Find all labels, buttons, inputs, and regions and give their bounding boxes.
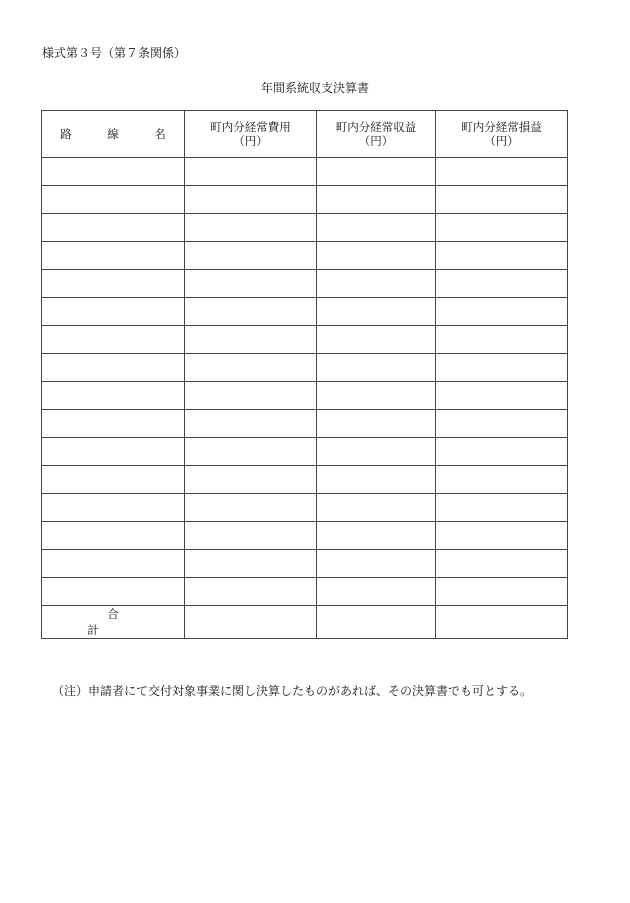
expenses-cell[interactable] (185, 186, 317, 214)
expenses-cell[interactable] (185, 438, 317, 466)
revenue-cell[interactable] (317, 158, 436, 186)
total-label-cell (42, 606, 262, 639)
route-name-cell[interactable] (42, 382, 185, 410)
profit-loss-cell[interactable] (436, 186, 568, 214)
route-name-cell[interactable] (42, 578, 185, 606)
table-row (42, 298, 568, 326)
table-row (42, 438, 568, 466)
table-total-row (42, 606, 568, 639)
expenses-cell[interactable] (185, 494, 317, 522)
revenue-cell[interactable] (317, 410, 436, 438)
revenue-cell[interactable] (317, 186, 436, 214)
table-row (42, 158, 568, 186)
expenses-cell[interactable] (185, 214, 317, 242)
column-label: 町内分経常損益 (461, 120, 542, 134)
profit-loss-cell[interactable] (436, 550, 568, 578)
settlement-table (41, 110, 568, 639)
table-row (42, 326, 568, 354)
table-row (42, 466, 568, 494)
table-row (42, 522, 568, 550)
expenses-cell[interactable] (185, 382, 317, 410)
table-body (42, 158, 568, 606)
profit-loss-cell[interactable] (436, 494, 568, 522)
table-row (42, 214, 568, 242)
column-header-route-name (42, 111, 185, 158)
profit-loss-cell[interactable] (436, 158, 568, 186)
route-name-cell[interactable] (42, 494, 185, 522)
revenue-cell[interactable] (317, 270, 436, 298)
table-row (42, 354, 568, 382)
table-row (42, 186, 568, 214)
table-row (42, 242, 568, 270)
total-profit-loss-cell[interactable] (436, 606, 568, 639)
revenue-cell[interactable] (317, 382, 436, 410)
route-name-cell[interactable] (42, 326, 185, 354)
table-row (42, 550, 568, 578)
profit-loss-cell[interactable] (436, 270, 568, 298)
revenue-cell[interactable] (317, 354, 436, 382)
column-label: 路 線 名 (60, 127, 178, 141)
expenses-cell[interactable] (185, 578, 317, 606)
profit-loss-cell[interactable] (436, 214, 568, 242)
expenses-cell[interactable] (185, 522, 317, 550)
profit-loss-cell[interactable] (436, 522, 568, 550)
revenue-cell[interactable] (317, 242, 436, 270)
document-title: 年間系統収支決算書 (260, 81, 369, 95)
route-name-cell[interactable] (42, 186, 185, 214)
route-name-cell[interactable] (42, 550, 185, 578)
expenses-cell[interactable] (185, 158, 317, 186)
profit-loss-cell[interactable] (436, 438, 568, 466)
expenses-cell[interactable] (185, 466, 317, 494)
revenue-cell[interactable] (317, 466, 436, 494)
column-unit: （円） (358, 134, 394, 148)
profit-loss-cell[interactable] (436, 298, 568, 326)
route-name-cell[interactable] (42, 466, 185, 494)
revenue-cell[interactable] (317, 522, 436, 550)
column-label: 町内分経常費用 (210, 120, 291, 134)
route-name-cell[interactable] (42, 242, 185, 270)
column-header-expenses (185, 111, 317, 158)
revenue-cell[interactable] (317, 326, 436, 354)
table-row (42, 270, 568, 298)
column-header-revenue (317, 111, 436, 158)
expenses-cell[interactable] (185, 410, 317, 438)
profit-loss-cell[interactable] (436, 326, 568, 354)
expenses-cell[interactable] (185, 354, 317, 382)
expenses-cell[interactable] (185, 298, 317, 326)
route-name-cell[interactable] (42, 298, 185, 326)
revenue-cell[interactable] (317, 298, 436, 326)
expenses-cell[interactable] (185, 326, 317, 354)
profit-loss-cell[interactable] (436, 578, 568, 606)
profit-loss-cell[interactable] (436, 382, 568, 410)
column-unit: （円） (484, 134, 519, 148)
route-name-cell[interactable] (42, 354, 185, 382)
route-name-cell[interactable] (42, 410, 185, 438)
profit-loss-cell[interactable] (436, 410, 568, 438)
form-number: 様式第３号（第７条関係） (42, 46, 187, 60)
route-name-cell[interactable] (42, 270, 185, 298)
revenue-cell[interactable] (317, 438, 436, 466)
route-name-cell[interactable] (42, 522, 185, 550)
column-label: 町内分経常収益 (335, 120, 417, 134)
profit-loss-cell[interactable] (436, 242, 568, 270)
total-label: 合 計 (87, 607, 262, 637)
profit-loss-cell[interactable] (436, 354, 568, 382)
expenses-cell[interactable] (185, 270, 317, 298)
route-name-cell[interactable] (42, 158, 185, 186)
table-header-row (42, 111, 568, 158)
profit-loss-cell[interactable] (436, 466, 568, 494)
total-revenue-cell[interactable] (317, 606, 436, 639)
route-name-cell[interactable] (42, 214, 185, 242)
footnote: （注）申請者にて交付対象事業に関し決算したものがあれば、その決算書でも可とする。 (52, 684, 533, 698)
table-row (42, 578, 568, 606)
column-unit: （円） (233, 134, 268, 148)
expenses-cell[interactable] (185, 242, 317, 270)
revenue-cell[interactable] (317, 494, 436, 522)
table-row (42, 382, 568, 410)
revenue-cell[interactable] (317, 578, 436, 606)
column-header-profit-loss (436, 111, 568, 158)
table-row (42, 494, 568, 522)
expenses-cell[interactable] (185, 550, 317, 578)
revenue-cell[interactable] (317, 214, 436, 242)
revenue-cell[interactable] (317, 550, 436, 578)
route-name-cell[interactable] (42, 438, 185, 466)
table-row (42, 410, 568, 438)
